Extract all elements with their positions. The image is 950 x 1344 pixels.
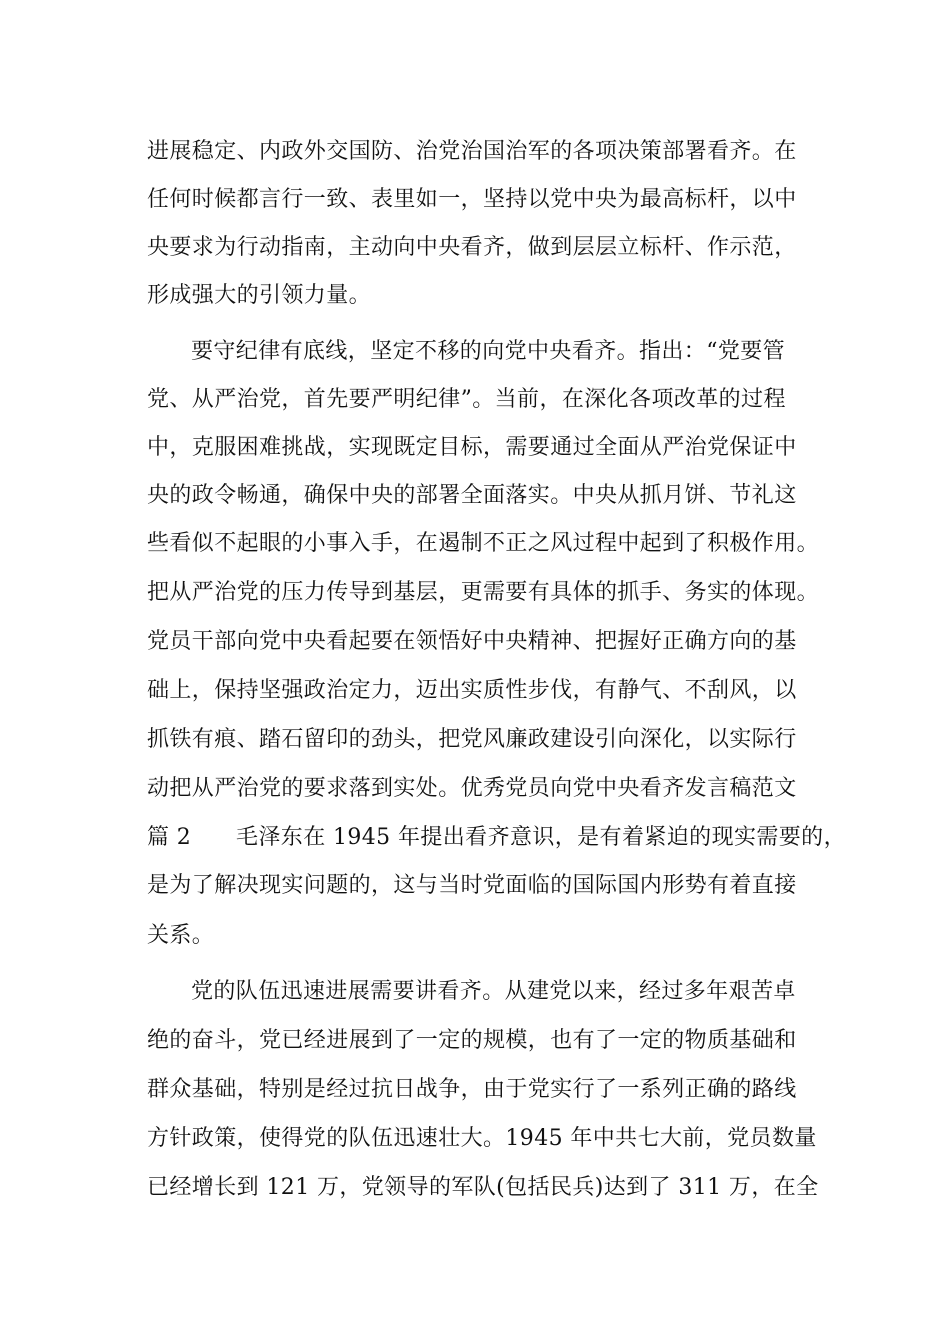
text-line: 绝的奋斗，党已经进展到了一定的规模，也有了一定的物质基础和	[147, 1028, 797, 1053]
paragraph-first-line: 要守纪律有底线，坚定不移的向党中央看齐。指出：“党要管	[191, 339, 786, 364]
text-line: 是为了解决现实问题的，这与当时党面临的国际国内形势有着直接	[147, 873, 797, 898]
text-line: 抓铁有痕、踏石留印的劲头，把党风廉政建设引向深化，以实际行	[147, 727, 797, 752]
text-line: 篇 2 毛泽东在 1945 年提出看齐意识，是有着紧迫的现实需要的，	[147, 825, 846, 850]
text-line: 已经增长到 121 万，党领导的军队(包括民兵)达到了 311 万，在全	[147, 1175, 819, 1200]
text-line: 方针政策，使得党的队伍迅速壮大。1945 年中共七大前，党员数量	[147, 1126, 817, 1151]
text-line: 动把从严治党的要求落到实处。优秀党员向党中央看齐发言稿范文	[147, 776, 797, 801]
text-line: 些看似不起眼的小事入手，在遏制不正之风过程中起到了积极作用。	[147, 531, 820, 556]
text-line: 央的政令畅通，确保中央的部署全面落实。中央从抓月饼、节礼这	[147, 483, 797, 508]
text-line: 党、从严治党，首先要严明纪律”。当前，在深化各项改革的过程	[147, 387, 786, 412]
text-line: 把从严治党的压力传导到基层，更需要有具体的抓手、务实的体现。	[147, 580, 820, 605]
text-line: 础上，保持坚强政治定力，迈出实质性步伐，有静气、不刮风，以	[147, 678, 797, 703]
text-line: 党员干部向党中央看起要在领悟好中央精神、把握好正确方向的基	[147, 629, 797, 654]
text-line: 中，克服困难挑战，实现既定目标，需要通过全面从严治党保证中	[147, 435, 797, 460]
text-line: 央要求为行动指南，主动向中央看齐，做到层层立标杆、作示范，	[147, 235, 797, 260]
text-line: 进展稳定、内政外交国防、治党治国治军的各项决策部署看齐。在	[147, 139, 797, 164]
text-line: 任何时候都言行一致、表里如一，坚持以党中央为最高标杆，以中	[147, 187, 797, 212]
paragraph-first-line: 党的队伍迅速进展需要讲看齐。从建党以来，经过多年艰苦卓	[191, 979, 796, 1004]
text-line: 关系。	[147, 923, 215, 948]
text-line: 群众基础，特别是经过抗日战争，由于党实行了一系列正确的路线	[147, 1077, 797, 1102]
text-line: 形成强大的引领力量。	[147, 283, 372, 308]
